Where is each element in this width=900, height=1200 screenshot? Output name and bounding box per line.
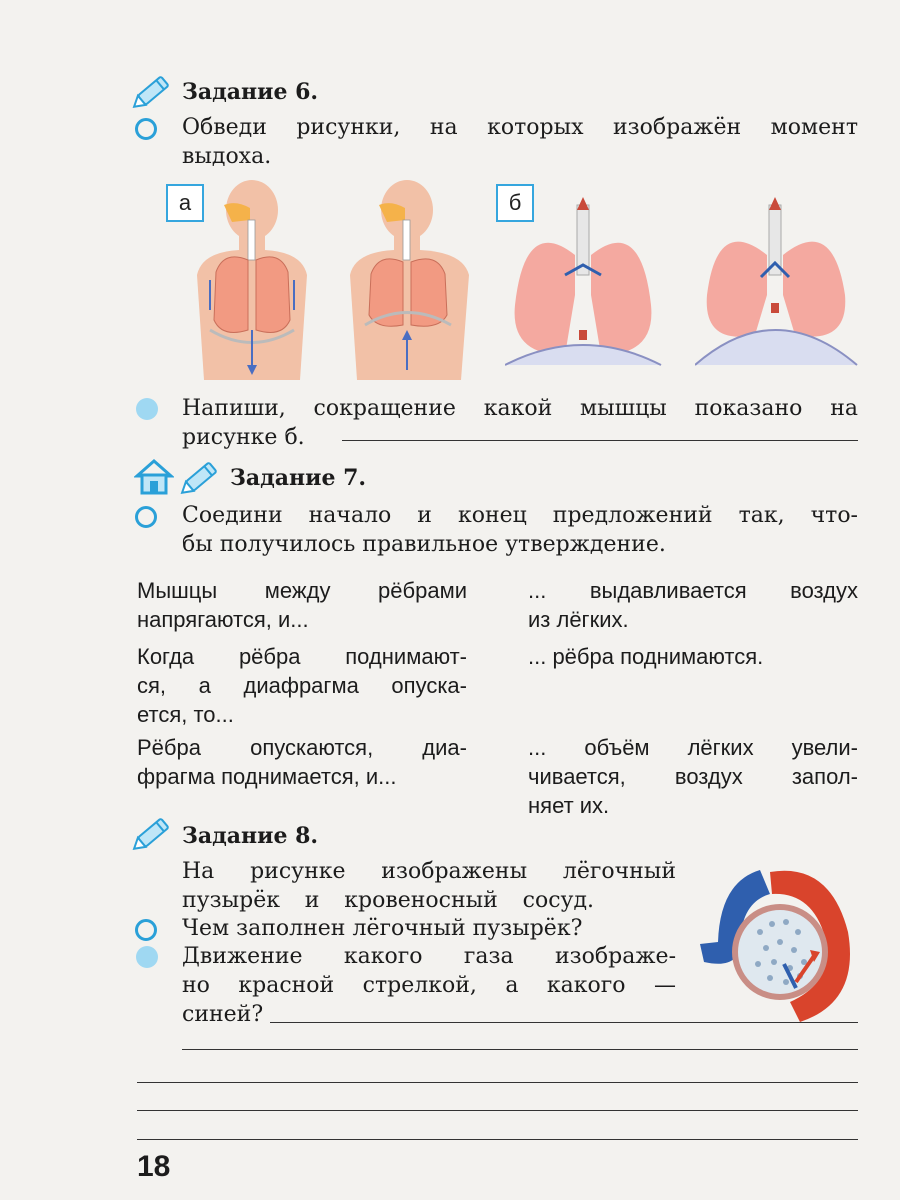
task8-question1: Чем заполнен лёгочный пузырёк?: [182, 916, 583, 941]
task8-intro-line2: пузырёк и кровеносный сосуд.: [182, 888, 594, 913]
task-marker-filled-icon: [136, 398, 158, 420]
task6-instruction-line2: выдоха.: [182, 144, 272, 169]
answer-line[interactable]: [342, 440, 858, 441]
task-marker-outline-icon: [135, 118, 157, 140]
answer-line[interactable]: [182, 1049, 858, 1050]
sentence-end-1[interactable]: ... выдавливается воздух из лёгких.: [528, 578, 858, 632]
task-marker-outline-icon: [135, 919, 157, 941]
answer-line[interactable]: [270, 1022, 858, 1023]
task8-question2-line3: синей?: [182, 1002, 264, 1027]
sentence-end-2[interactable]: ... рёбра поднимаются.: [528, 644, 764, 669]
sentence-start-1[interactable]: Мышцы между рёбрами напрягаются, и...: [137, 578, 467, 632]
pencil-icon: [132, 812, 176, 856]
task-marker-filled-icon: [136, 946, 158, 968]
sentence-end-3[interactable]: ... объём лёгких увели- чивается, воздух запол- няет их.: [528, 735, 858, 818]
sentence-start-2[interactable]: Когда рёбра поднимают- ся, а диафрагма опуска- ется, то...: [137, 644, 467, 727]
answer-line[interactable]: [137, 1082, 858, 1083]
task7-title: Задание 7.: [230, 465, 367, 491]
pencil-icon: [180, 456, 224, 500]
torso-figure-1: [192, 180, 312, 384]
page-number: 18: [137, 1150, 171, 1183]
alveolus-figure: [700, 852, 865, 1031]
task7-instruction-line1: Соедини начало и конец предложений так, что-: [182, 503, 858, 528]
task8-question2-line1: Движение какого газа изображе-: [182, 944, 676, 969]
sentence-start-3[interactable]: Рёбра опускаются, диа- фрагма поднимается, и...: [137, 735, 467, 789]
torso-figure-2: [345, 180, 475, 384]
task8-intro-line1: На рисунке изображены лёгочный: [182, 859, 676, 884]
task6-title: Задание 6.: [182, 79, 319, 105]
task6-question-line1: Напиши, сокращение какой мышцы показано на: [182, 396, 858, 421]
task6-instruction-line1: Обведи рисунки, на которых изображён момент: [182, 115, 858, 140]
figure-b-label: б: [496, 184, 534, 222]
lungs-figure-1: [505, 195, 665, 374]
answer-line[interactable]: [137, 1139, 858, 1140]
answer-line[interactable]: [137, 1110, 858, 1111]
lungs-figure-2: [695, 195, 860, 374]
figure-a-label: а: [166, 184, 204, 222]
task8-question2-line2: но красной стрелкой, а какого —: [182, 973, 676, 998]
pencil-icon: [132, 70, 176, 114]
task7-instruction-line2: бы получилось правильное утверждение.: [182, 532, 666, 557]
home-icon: [134, 458, 174, 500]
task6-question-line2: рисунке б.: [182, 425, 305, 450]
task-marker-outline-icon: [135, 506, 157, 528]
task8-title: Задание 8.: [182, 823, 319, 849]
